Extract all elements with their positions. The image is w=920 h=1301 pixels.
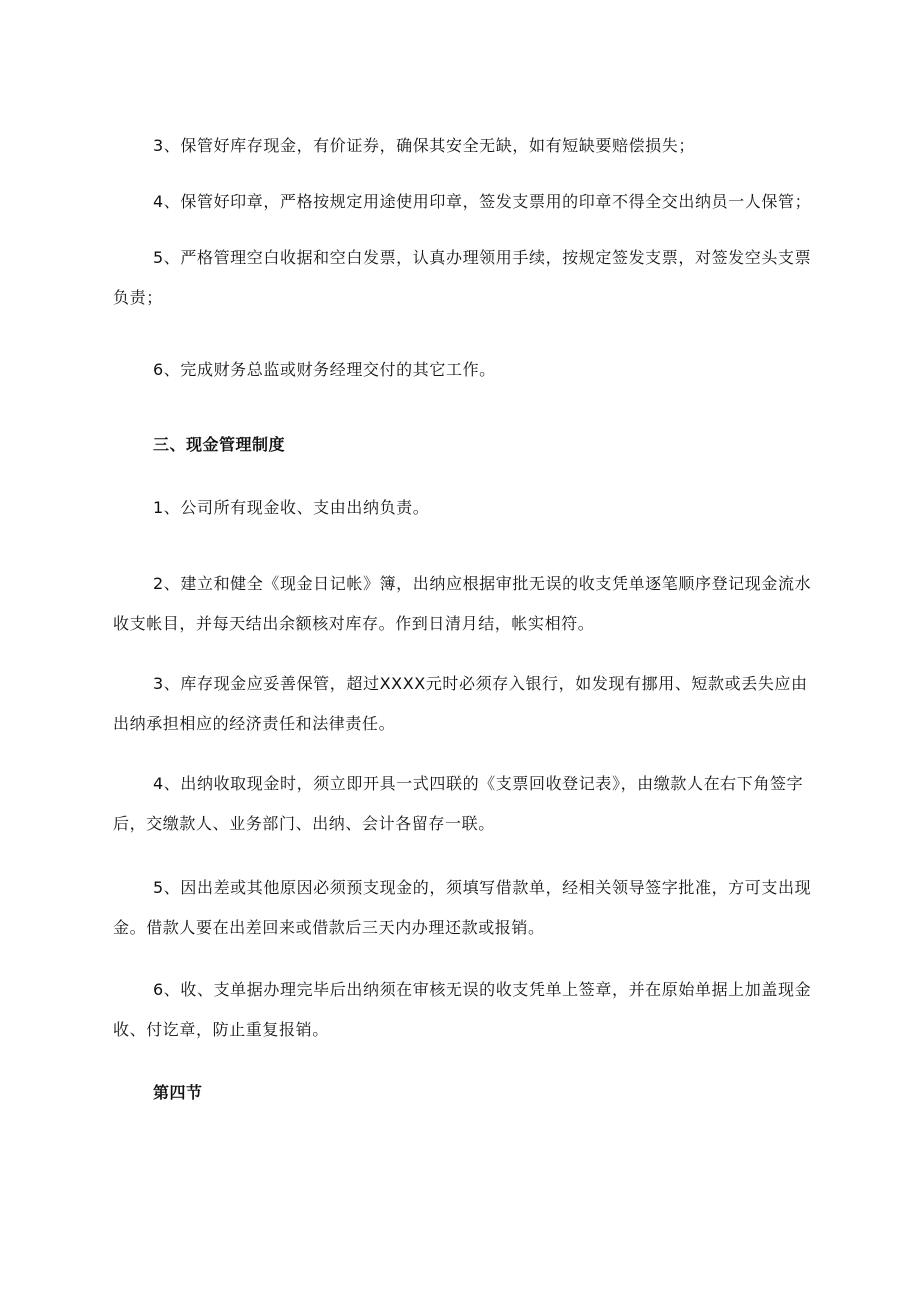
paragraph-prev-item-6: 6、完成财务总监或财务经理交付的其它工作。 xyxy=(153,360,496,379)
paragraph-cash-item-3: 3、库存现金应妥善保管，超过XXXX元时必须存入银行，如发现有挪用、短款或丢失应由出纳承担相应的经济责任和法律责任。 xyxy=(113,674,808,733)
paragraph-prev-item-5: 5、严格管理空白收据和空白发票，认真办理领用手续，按规定签发支票，对签发空头支票负责； xyxy=(113,248,812,307)
paragraph-cash-item-5: 5、因出差或其他原因必须预支现金的，须填写借款单，经相关领导签字批准，方可支出现金。借款人要在出差回来或借款后三天内办理还款或报销。 xyxy=(113,878,812,937)
paragraph-cash-item-1: 1、公司所有现金收、支由出纳负责。 xyxy=(153,498,430,517)
paragraph-prev-item-3: 3、保管好库存现金，有价证券，确保其安全无缺，如有短缺要赔偿损失； xyxy=(153,136,695,155)
paragraph-cash-item-6: 6、收、支单据办理完毕后出纳须在审核无误的收支凭单上签章，并在原始单据上加盖现金收、付讫章，防止重复报销。 xyxy=(113,980,812,1039)
section-heading-cash-management: 三、现金管理制度 xyxy=(153,435,286,454)
paragraph-cash-item-2: 2、建立和健全《现金日记帐》簿，出纳应根据审批无误的收支凭单逐笔顺序登记现金流水收支帐目，并每天结出余额核对库存。作到日清月结，帐实相符。 xyxy=(113,574,812,633)
paragraph-cash-item-4: 4、出纳收取现金时，须立即开具一式四联的《支票回收登记表》，由缴款人在右下角签字后，交缴款人、业务部门、出纳、会计各留存一联。 xyxy=(113,774,804,833)
paragraph-prev-item-4: 4、保管好印章，严格按规定用途使用印章，签发支票用的印章不得全交出纳员一人保管； xyxy=(153,192,812,211)
section-heading-section-four: 第四节 xyxy=(153,1083,203,1102)
